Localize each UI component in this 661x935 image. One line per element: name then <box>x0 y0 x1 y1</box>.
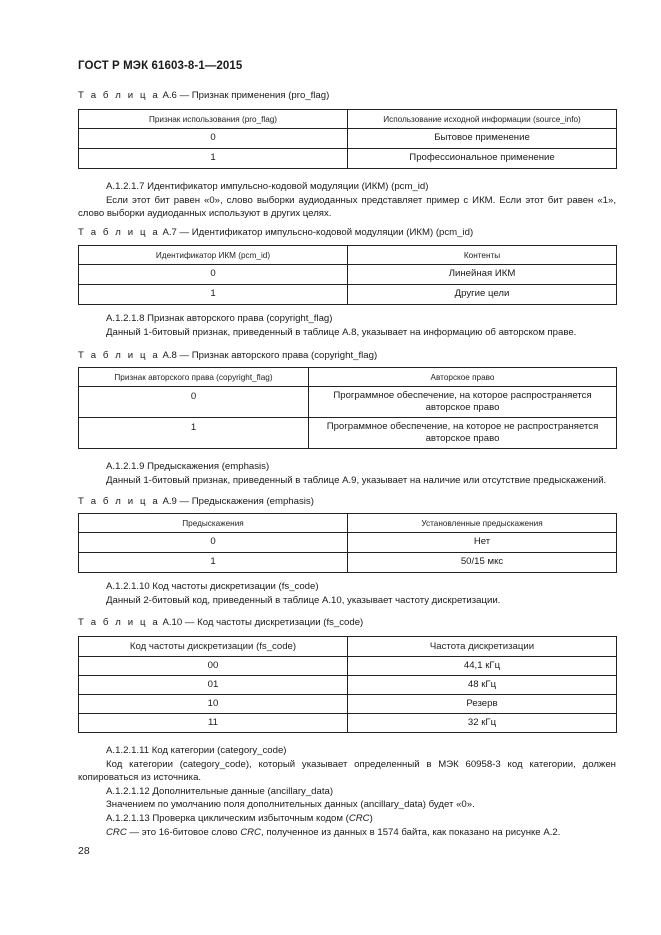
table-a9-caption <box>78 496 314 507</box>
table-header-cell: Признак авторского права (copyright_flag) <box>79 368 309 387</box>
table-cell: 0 <box>79 265 348 285</box>
caption-label: Т а б л и ц а <box>78 90 160 101</box>
table-cell: Резерв <box>348 695 617 714</box>
table-cell: 44,1 кГц <box>348 657 617 676</box>
table-row <box>79 129 617 149</box>
table-cell: 0 <box>79 387 309 418</box>
table-a7 <box>78 245 617 305</box>
section-body: Данный 1-битовый признак, приведенный в таблице А.9, указывает на наличие или отсутствие предыскажений. <box>106 474 607 486</box>
body-italic: CRC <box>106 826 127 838</box>
caption-label: Т а б л и ц а <box>78 496 160 507</box>
table-row <box>79 676 617 695</box>
table-cell: 1 <box>79 418 309 449</box>
caption-label: Т а б л и ц а <box>78 227 160 238</box>
table-cell: 48 кГц <box>348 676 617 695</box>
caption-label: Т а б л и ц а <box>78 350 160 361</box>
table-cell: 1 <box>79 553 348 573</box>
table-cell: 0 <box>79 129 348 149</box>
section-fs-code <box>78 580 616 607</box>
table-header-cell: Код частоты дискретизации (fs_code) <box>79 637 348 657</box>
table-a7-caption <box>78 227 473 238</box>
caption-text: А.8 — Признак авторского права (copyright_flag) <box>162 350 378 361</box>
heading-text: ) <box>369 812 373 824</box>
heading-text: А.1.2.1.13 Проверка циклическим избыточным кодом ( <box>106 812 349 824</box>
table-header-cell: Авторское право <box>309 368 617 387</box>
table-row <box>79 418 617 449</box>
table-header-cell: Идентификатор ИКМ (pcm_id) <box>79 246 348 265</box>
table-cell: 0 <box>79 533 348 553</box>
table-header-cell: Контенты <box>348 246 617 265</box>
caption-text: А.9 — Предыскажения (emphasis) <box>162 496 314 507</box>
table-header-cell: Признак использования (pro_flag) <box>79 110 348 129</box>
table-cell: Другие цели <box>348 285 617 305</box>
caption-label: Т а б л и ц а <box>78 617 160 628</box>
table-row <box>79 387 617 418</box>
table-cell: 50/15 мкс <box>348 553 617 573</box>
section-body: Код категории (category_code), который указывает определенный в МЭК 60958-3 код категории, должен копироваться из источника. <box>78 758 616 784</box>
table-row <box>79 657 617 676</box>
table-a10-caption <box>78 617 363 628</box>
table-header-cell: Установленные предыскажения <box>348 514 617 533</box>
table-cell: 1 <box>79 149 348 169</box>
table-a6-caption <box>78 90 329 101</box>
standard-header: ГОСТ Р МЭК 61603-8-1—2015 <box>78 60 243 72</box>
section-heading: А.1.2.1.7 Идентификатор импульсно-кодовой модуляции (ИКМ) (pcm_id) <box>106 181 429 192</box>
section-pcm-id <box>78 180 616 221</box>
section-heading: А.1.2.1.9 Предыскажения (emphasis) <box>106 461 270 472</box>
section-heading <box>78 812 616 826</box>
table-row <box>79 149 617 169</box>
table-cell: Профессиональное применение <box>348 149 617 169</box>
section-heading: А.1.2.1.11 Код категории (category_code) <box>106 745 287 756</box>
body-text: , полученное из данных в 1574 байта, как показано на рисунке А.2. <box>261 826 561 838</box>
caption-text: А.7 — Идентификатор импульсно-кодовой модуляции (ИКМ) (pcm_id) <box>162 227 474 238</box>
table-cell: Бытовое применение <box>348 129 617 149</box>
section-body: Данный 1-битовый признак, приведенный в таблице А.8, указывает на информацию об авторском праве. <box>106 326 577 338</box>
table-row <box>79 265 617 285</box>
section-body: Если этот бит равен «0», слово выборки аудиоданных представляет пример с ИКМ. Если этот бит равен «1», слово выборки аудиоданных используют в других целях. <box>78 194 616 220</box>
table-cell: 10 <box>79 695 348 714</box>
page-number: 28 <box>78 845 90 857</box>
table-a6 <box>78 109 617 169</box>
table-cell: 1 <box>79 285 348 305</box>
section-heading: А.1.2.1.8 Признак авторского права (copyright_flag) <box>106 313 333 324</box>
section-tail <box>78 744 616 839</box>
table-cell: Линейная ИКМ <box>348 265 617 285</box>
table-a8-caption <box>78 350 377 361</box>
table-cell: 11 <box>79 714 348 733</box>
body-text: — это 16-битовое слово <box>126 826 241 838</box>
section-heading: А.1.2.1.12 Дополнительные данные (ancillary_data) <box>106 785 334 797</box>
table-row <box>79 533 617 553</box>
table-cell: Программное обеспечение, на которое распространяется авторское право <box>309 387 617 418</box>
table-a10 <box>78 636 617 733</box>
table-row <box>79 553 617 573</box>
caption-text: А.10 — Код частоты дискретизации (fs_code) <box>162 617 364 628</box>
table-cell: 32 кГц <box>348 714 617 733</box>
section-body: Значением по умолчанию поля дополнительных данных (ancillary_data) будет «0». <box>106 799 475 811</box>
body-italic: CRC <box>240 826 261 838</box>
table-a8 <box>78 367 617 449</box>
table-row <box>79 285 617 305</box>
table-header-cell: Предыскажения <box>79 514 348 533</box>
heading-italic: CRC <box>348 812 370 824</box>
section-copyright-flag <box>78 312 616 339</box>
table-cell: Программное обеспечение, на которое не распространяется авторское право <box>309 418 617 449</box>
table-row <box>79 714 617 733</box>
section-body: Данный 2-битовый код, приведенный в таблице А.10, указывает частоту дискретизации. <box>106 594 501 606</box>
section-body <box>78 826 616 840</box>
table-header-cell: Частота дискретизации <box>348 637 617 657</box>
table-row <box>79 695 617 714</box>
table-cell: Нет <box>348 533 617 553</box>
caption-text: А.6 — Признак применения (pro_flag) <box>162 90 330 101</box>
table-header-cell: Использование исходной информации (source_info) <box>348 110 617 129</box>
table-cell: 01 <box>79 676 348 695</box>
section-emphasis <box>78 460 616 487</box>
table-a9 <box>78 513 617 573</box>
table-cell: 00 <box>79 657 348 676</box>
section-heading: А.1.2.1.10 Код частоты дискретизации (fs_code) <box>106 581 319 592</box>
